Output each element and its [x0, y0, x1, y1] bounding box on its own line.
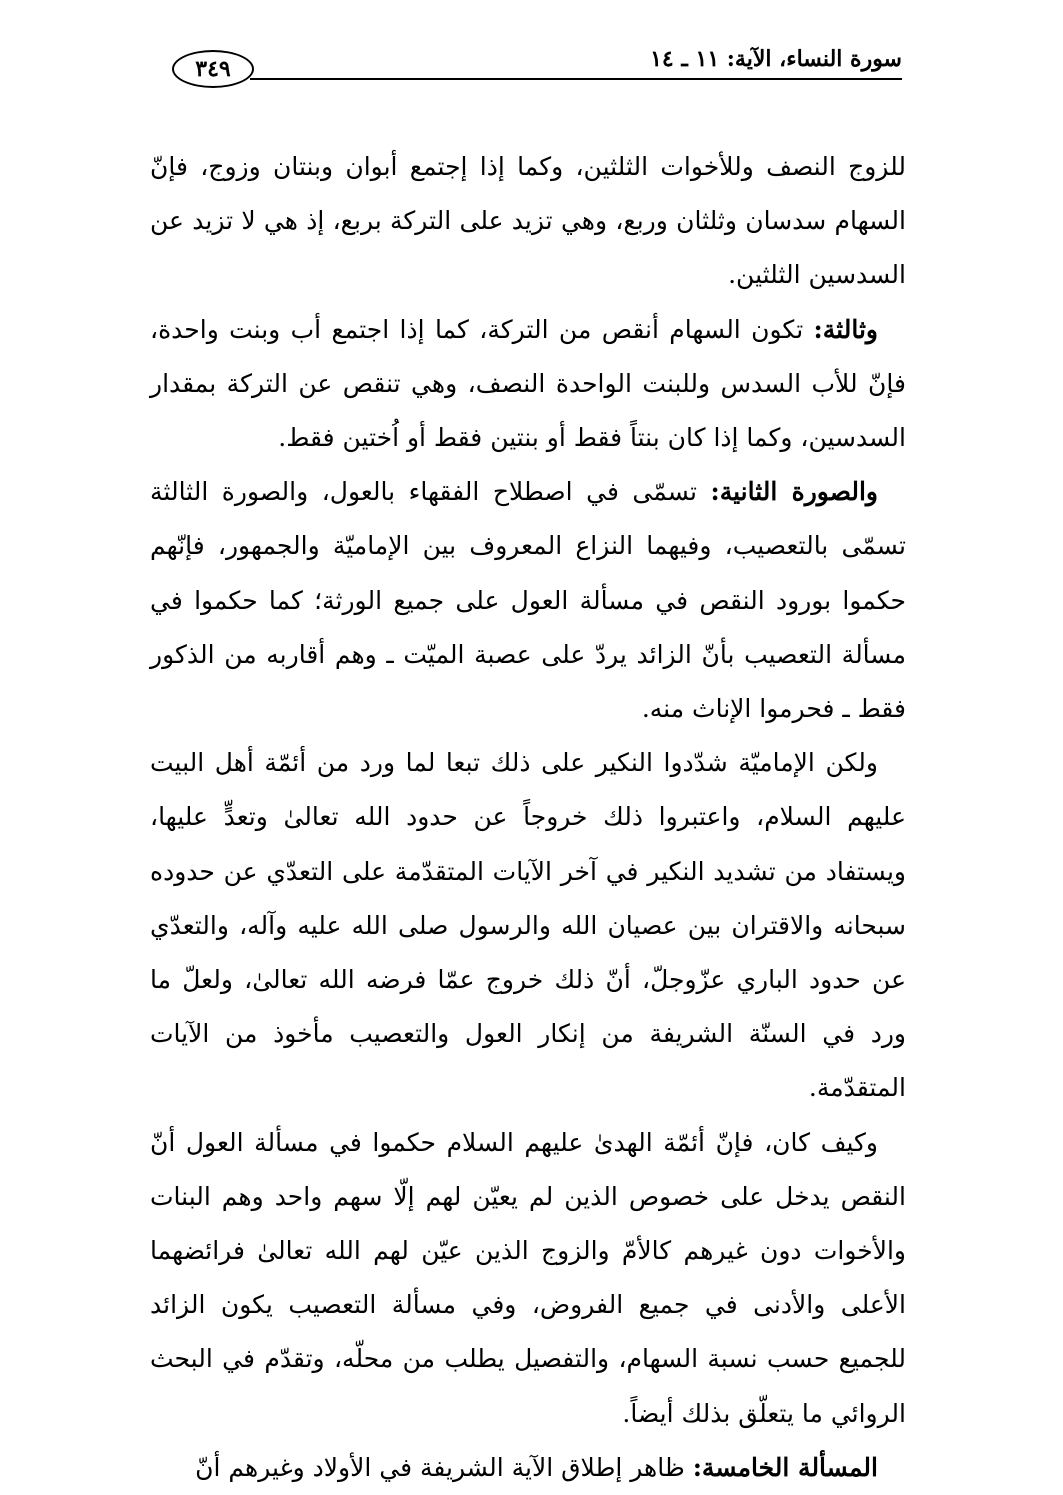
paragraph: [150, 736, 906, 1115]
paragraph: [150, 1116, 906, 1441]
header-divider: [250, 78, 902, 80]
paragraph-lead: وثالثة:: [813, 314, 878, 344]
paragraph-text: ظاهر إطلاق الآية الشريفة في الأولاد وغيرهم أنّ: [195, 1452, 693, 1482]
paragraph-text: تكون السهام أنقص من التركة، كما إذا اجتمع أب وبنت واحدة، فإنّ للأب السدس وللبنت الواحدة النصف، وهي تنقص عن التركة بمقدار السدسين، وكما إذا كان بنتاً فقط أو بنتين فقط أو اُختين فقط.: [150, 314, 906, 453]
paragraph: [150, 1441, 906, 1495]
paragraph: [150, 465, 906, 736]
body-text: [150, 140, 906, 1495]
paragraph: [150, 140, 906, 303]
paragraph-text: ولكن الإماميّة شدّدوا النكير على ذلك تبعا لما ورد من أئمّة أهل البيت عليهم السلام، واعتبروا ذلك خروجاً عن حدود الله تعالىٰ وتعدٍّ عليها، ويستفاد من تشديد النكير في آخر الآيات المتقدّمة على التعدّي عن حدوده سبحانه والاقتران بين عصيان الله والرسول صلى الله عليه وآله، والتعدّي عن حدود الباري عزّوجلّ، أنّ ذلك خروج عمّا فرضه الله تعالىٰ، ولعلّ ما ورد في السنّة الشريفة من إنكار العول والتعصيب مأخوذ من الآيات المتقدّمة.: [150, 748, 906, 1103]
paragraph: [150, 303, 906, 466]
paragraph-lead: المسألة الخامسة:: [692, 1452, 878, 1482]
paragraph-text: تسمّى في اصطلاح الفقهاء بالعول، والصورة الثالثة تسمّى بالتعصيب، وفيهما النزاع المعروف بين الإماميّة والجمهور، فإنّهم حكموا بورود النقص في مسألة العول على جميع الورثة؛ كما حكموا في مسألة التعصيب بأنّ الزائد يردّ على عصبة الميّت ـ وهم أقاربه من الذكور فقط ـ فحرموا الإناث منه.: [150, 477, 906, 724]
header-title: سورة النساء، الآية: ١١ ـ ١٤: [650, 46, 902, 72]
paragraph-text: وكيف كان، فإنّ أئمّة الهدىٰ عليهم السلام حكموا في مسألة العول أنّ النقص يدخل على خصوص الذين لم يعيّن لهم إلّا سهم واحد وهم البنات والأخوات دون غيرهم كالأمّ والزوج الذين عيّن لهم الله تعالىٰ فرائضهما الأعلى والأدنى في جميع الفروض، وفي مسألة التعصيب يكون الزائد للجميع حسب نسبة السهام، والتفصيل يطلب من محلّه، وتقدّم في البحث الروائي ما يتعلّق بذلك أيضاً.: [150, 1127, 906, 1428]
paragraph-text: للزوج النصف وللأخوات الثلثين، وكما إذا إجتمع أبوان وبنتان وزوج، فإنّ السهام سدسان وثلثان وربع، وهي تزيد على التركة بربع، إذ هي لا تزيد عن السدسين الثلثين.: [150, 152, 906, 290]
running-header: [150, 40, 902, 84]
paragraph-lead: والصورة الثانية:: [710, 477, 879, 507]
page-number-badge: ٣٤٩: [172, 50, 254, 88]
